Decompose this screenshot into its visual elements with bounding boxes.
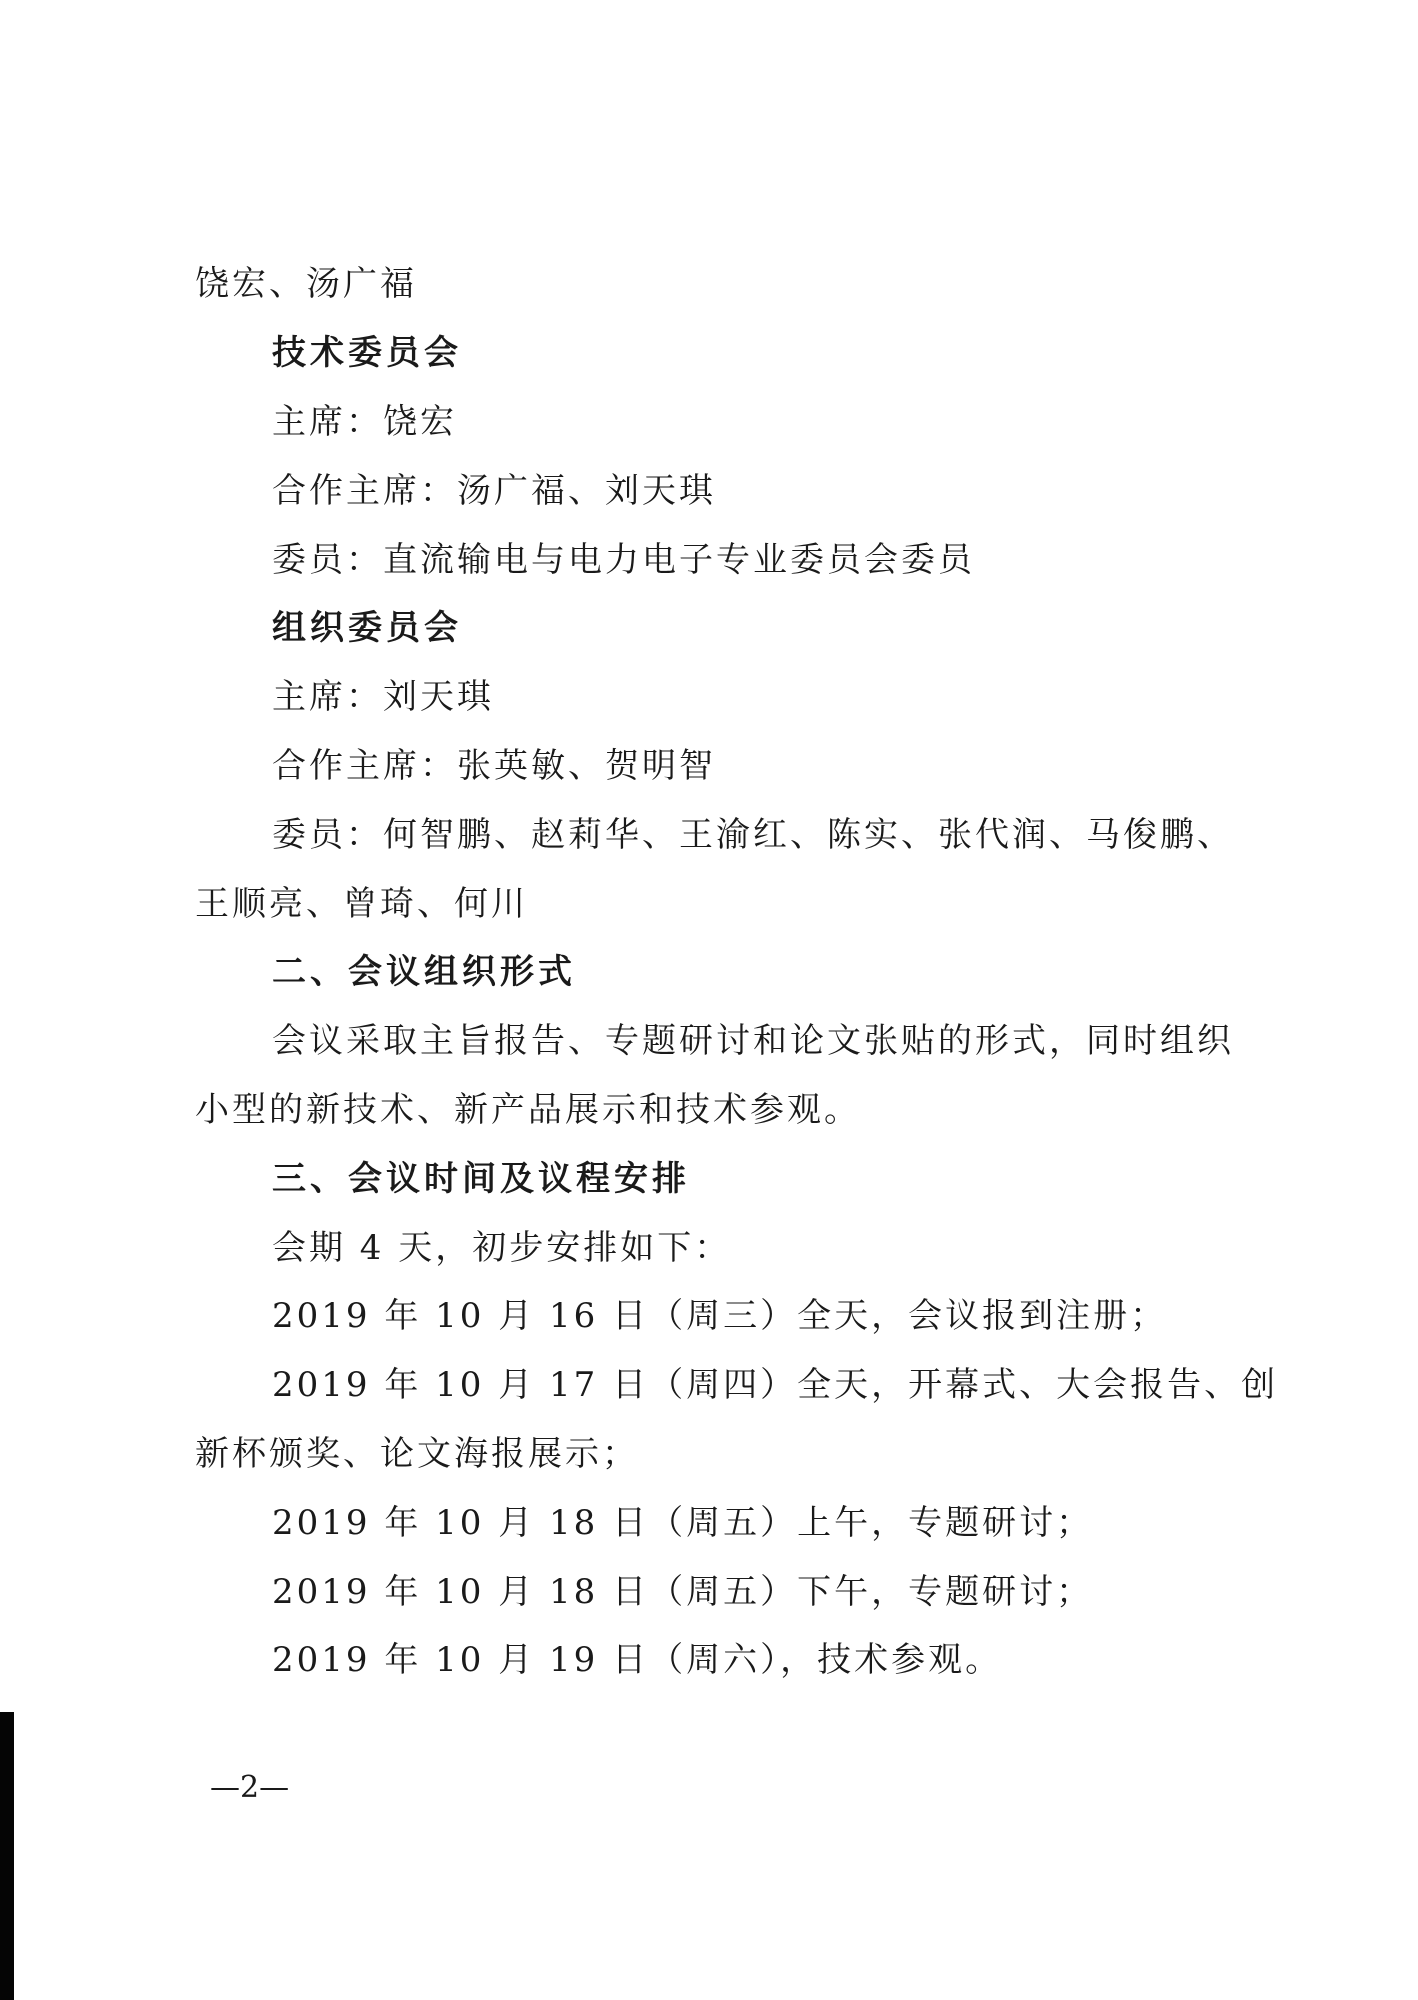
organizing-committee-co-chairs: 合作主席：张英敏、贺明智 <box>272 746 716 786</box>
organizing-committee-heading: 组织委员会 <box>272 608 462 648</box>
schedule-item: 2019 年 10 月 18 日（周五）上午，专题研讨； <box>272 1503 1094 1543</box>
scan-edge-mark <box>0 1712 14 2000</box>
technical-committee-chair: 主席：饶宏 <box>272 402 457 442</box>
page-number: —2— <box>210 1770 290 1805</box>
schedule-item: 2019 年 10 月 19 日（周六），技术参观。 <box>272 1640 1003 1680</box>
technical-committee-members: 委员：直流输电与电力电子专业委员会委员 <box>272 540 975 580</box>
schedule-item: 2019 年 10 月 17 日（周四）全天，开幕式、大会报告、创 <box>272 1365 1279 1405</box>
schedule-item: 2019 年 10 月 18 日（周五）下午，专题研讨； <box>272 1572 1094 1612</box>
schedule-item: 2019 年 10 月 16 日（周三）全天，会议报到注册； <box>272 1296 1168 1336</box>
organizing-committee-members: 委员：何智鹏、赵莉华、王渝红、陈实、张代润、马俊鹏、 <box>272 815 1234 855</box>
committee-members-continued: 饶宏、汤广福 <box>195 264 417 304</box>
section-2-paragraph-continued: 小型的新技术、新产品展示和技术参观。 <box>195 1090 861 1130</box>
organizing-committee-chair: 主席：刘天琪 <box>272 677 494 717</box>
schedule-intro: 会期 4 天，初步安排如下： <box>272 1228 732 1268</box>
technical-committee-heading: 技术委员会 <box>272 333 462 373</box>
section-3-heading: 三、会议时间及议程安排 <box>272 1159 690 1199</box>
section-2-heading: 二、会议组织形式 <box>272 952 576 992</box>
organizing-committee-members-continued: 王顺亮、曾琦、何川 <box>195 884 528 924</box>
schedule-item-continued: 新杯颁奖、论文海报展示； <box>195 1434 639 1474</box>
section-2-paragraph: 会议采取主旨报告、专题研讨和论文张贴的形式，同时组织 <box>272 1021 1234 1061</box>
technical-committee-co-chairs: 合作主席：汤广福、刘天琪 <box>272 471 716 511</box>
